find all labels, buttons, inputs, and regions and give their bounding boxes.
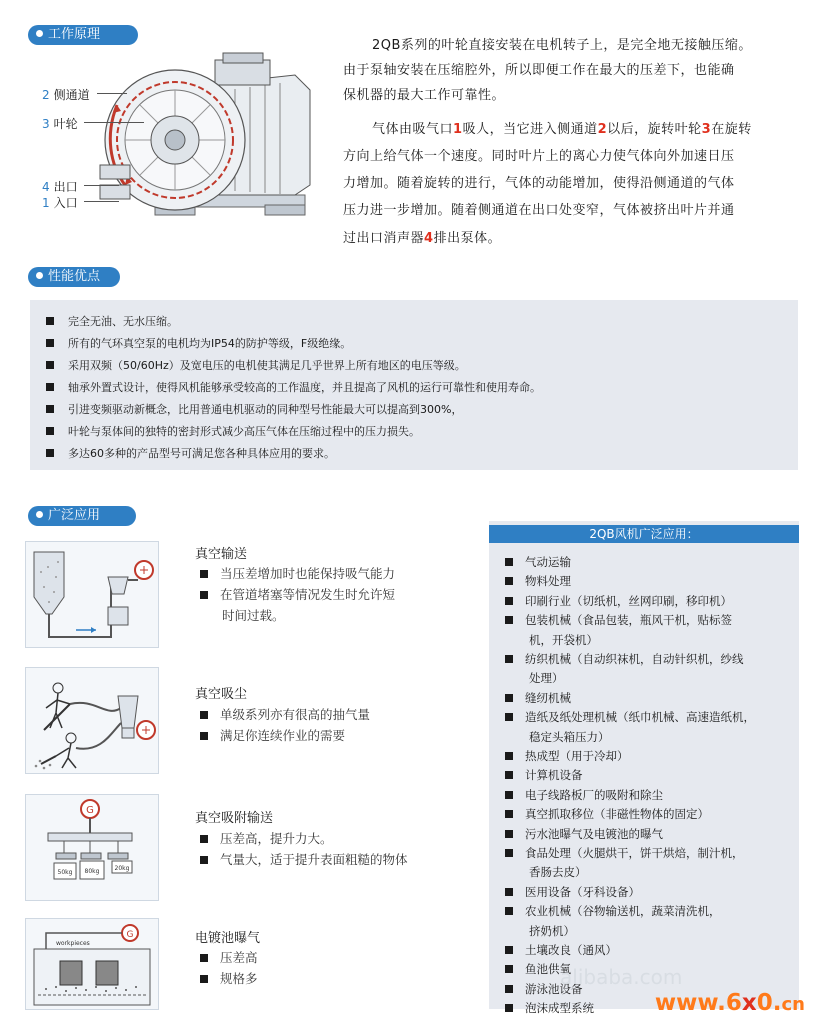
weight-label: 80kg (84, 868, 100, 875)
application-list-item: 泡沫成型系统 (505, 999, 594, 1018)
bullet-square-icon (505, 694, 513, 702)
bullet-square-icon (505, 965, 513, 973)
bullet-square-icon (46, 361, 54, 369)
intro-line: 气体由吸气口1吸人，当它进入侧通道2以后，旋转叶轮3在旋转 (372, 122, 752, 137)
bullet-square-icon (505, 830, 513, 838)
applications-list-panel (489, 521, 799, 1016)
bullet-square-icon (46, 449, 54, 457)
application-list-item-continuation: 处理） (529, 671, 564, 686)
leader-line (97, 93, 127, 94)
leader-line (84, 185, 119, 186)
bullet-square-icon (505, 577, 513, 585)
workpieces-label: workpieces (56, 940, 90, 947)
leader-line (84, 201, 119, 202)
weight-label: 20kg (114, 865, 130, 872)
bullet-square-icon (505, 655, 513, 663)
bullet-square-icon (505, 752, 513, 760)
bullet-dot-icon (36, 511, 43, 518)
application-list-item: 造纸及纸处理机械（纸巾机械、高速造纸机， (505, 708, 755, 727)
app-title-electroplating-aeration: 电镀池曝气 (195, 931, 261, 946)
bullet-square-icon (505, 946, 513, 954)
app-item: 满足你连续作业的需要 (200, 726, 345, 744)
section-title: 广泛应用 (48, 508, 101, 523)
app-item: 单级系列亦有很高的抽气量 (200, 705, 370, 723)
bullet-square-icon (505, 713, 513, 721)
advantage-item: 所有的气环真空泵的电机均为IP54的防护等级，F级绝缘。 (46, 336, 351, 352)
app-item: 在管道堵塞等情况发生时允许短 (200, 585, 395, 603)
application-list-item: 真空抓取移位（非磁性物体的固定） (505, 805, 709, 824)
application-list-item: 计算机设备 (505, 766, 583, 785)
vacuum-dust-collection-diagram (25, 667, 159, 774)
intro-line: 由于泵轴安装在压缩腔外，所以即便工作在最大的压差下，也能确 (343, 63, 735, 78)
app-item: 气量大，适于提升表面粗糙的物体 (200, 850, 408, 868)
bullet-square-icon (46, 317, 54, 325)
app-item: 当压差增加时也能保持吸气能力 (200, 564, 395, 582)
bullet-square-icon (505, 888, 513, 896)
bullet-square-icon (200, 591, 208, 599)
application-list-item-continuation: 香肠去皮） (529, 865, 587, 880)
bullet-square-icon (505, 597, 513, 605)
bullet-square-icon (46, 427, 54, 435)
diagram-label-side-channel: 2 侧通道 (42, 88, 90, 102)
section-title: 工作原理 (48, 27, 101, 42)
electroplating-aeration-diagram (25, 918, 159, 1010)
bullet-square-icon (200, 856, 208, 864)
bullet-square-icon (46, 339, 54, 347)
advantage-item: 引进变频驱动新概念，比用普通电机驱动的同种型号性能最大可以提高到300%， (46, 402, 462, 418)
intro-line: 力增加。随着旋转的进行，气体的动能增加，使得沿侧通道的气体 (343, 176, 735, 191)
bullet-square-icon (200, 732, 208, 740)
application-list-item-continuation: 挤奶机） (529, 923, 575, 938)
watermark-logo: www.6x0.cn (654, 990, 805, 1016)
blower-illustration (95, 45, 325, 220)
bullet-square-icon (505, 849, 513, 857)
leader-line (84, 122, 144, 123)
advantages-panel (30, 300, 798, 470)
application-list-item: 纺织机械（自动织袜机，自动针织机，纱线 (505, 650, 744, 669)
diagram-label-outlet: 4 出口 (42, 180, 78, 194)
application-list-item-continuation: 机，开袋机） (529, 632, 598, 647)
fan-g-label: G (126, 930, 134, 940)
intro-line: 过出口消声器4排出泵体。 (343, 231, 502, 246)
app-item-continuation: 时间过载。 (222, 608, 285, 623)
bullet-square-icon (46, 405, 54, 413)
intro-line: 2QB系列的叶轮直接安装在电机转子上，是完全地无接触压缩。 (372, 38, 752, 53)
bullet-square-icon (505, 810, 513, 818)
bullet-square-icon (200, 954, 208, 962)
diagram-label-inlet: 1 入口 (42, 196, 78, 210)
app-item: 压差高 (200, 948, 258, 966)
application-list-item: 食品处理（火腿烘干，饼干烘焙，制汁机， (505, 844, 744, 863)
advantage-item: 完全无油、无水压缩。 (46, 314, 178, 330)
section-header-applications (28, 506, 136, 526)
fan-g-label: G (86, 805, 94, 816)
app-title-vacuum-cleaning: 真空吸尘 (195, 687, 248, 702)
intro-line: 方向上给气体一个速度。同时叶片上的离心力使气体向外加速日压 (343, 149, 735, 164)
application-list-item: 印刷行业（切纸机，丝网印刷，移印机） (505, 592, 732, 611)
diagram-label-impeller: 3 叶轮 (42, 117, 78, 131)
application-list-item: 土壤改良（通风） (505, 941, 617, 960)
bullet-square-icon (505, 791, 513, 799)
advantage-item: 轴承外置式设计，使得风机能够承受较高的工作温度，并且提高了风机的运行可靠性和使用寿命。 (46, 380, 541, 396)
application-list-item: 电子线路板厂的吸附和除尘 (505, 786, 663, 805)
bullet-square-icon (505, 907, 513, 915)
vacuum-lifting-diagram (25, 794, 159, 901)
bullet-square-icon (505, 558, 513, 566)
application-list-item-continuation: 稳定头箱压力） (529, 729, 610, 744)
section-header-working-principle (28, 25, 138, 45)
application-list-item: 缝纫机械 (505, 689, 571, 708)
bullet-square-icon (46, 383, 54, 391)
bullet-square-icon (200, 975, 208, 983)
bullet-dot-icon (36, 30, 43, 37)
bullet-square-icon (200, 835, 208, 843)
panel-title: 2QB风机广泛应用： (489, 525, 799, 543)
application-list-item: 医用设备（牙科设备） (505, 883, 640, 902)
bullet-square-icon (200, 570, 208, 578)
app-item: 压差高，提升力大。 (200, 829, 333, 847)
app-title-vacuum-conveying: 真空输送 (195, 547, 248, 562)
bullet-square-icon (505, 1004, 513, 1012)
intro-line: 保机器的最大工作可靠性。 (343, 88, 506, 103)
section-title: 性能优点 (48, 269, 101, 284)
bullet-square-icon (505, 985, 513, 993)
application-list-item: 游泳池设备 (505, 980, 583, 999)
app-item: 规格多 (200, 969, 258, 987)
app-title-vacuum-adsorption-conveying: 真空吸附输送 (195, 811, 274, 826)
vacuum-conveying-diagram (25, 541, 159, 648)
intro-line: 压力进一步增加。随着侧通道在出口处变窄，气体被挤出叶片并通 (343, 203, 735, 218)
application-list-item: 农业机械（谷物输送机，蔬菜清洗机， (505, 902, 721, 921)
application-list-item: 物料处理 (505, 572, 571, 591)
bullet-square-icon (200, 711, 208, 719)
application-list-item: 气动运输 (505, 553, 571, 572)
advantage-item: 多达60多种的产品型号可满足您各种具体应用的要求。 (46, 446, 335, 462)
faint-watermark: alibaba.com (560, 965, 683, 989)
application-list-item: 鱼池供氧 (505, 960, 571, 979)
bullet-square-icon (505, 771, 513, 779)
section-header-advantages (28, 267, 120, 287)
application-list-item: 污水池曝气及电镀池的曝气 (505, 825, 663, 844)
advantage-item: 叶轮与泵体间的独特的密封形式减少高压气体在压缩过程中的压力损失。 (46, 424, 420, 440)
advantage-item: 采用双频（50/60Hz）及宽电压的电机使其满足几乎世界上所有地区的电压等级。 (46, 358, 466, 374)
bullet-dot-icon (36, 272, 43, 279)
application-list-item: 包装机械（食品包装，瓶风干机，贴标签 (505, 611, 732, 630)
application-list-item: 热成型（用于冷却） (505, 747, 629, 766)
bullet-square-icon (505, 616, 513, 624)
weight-label: 50kg (57, 869, 73, 876)
